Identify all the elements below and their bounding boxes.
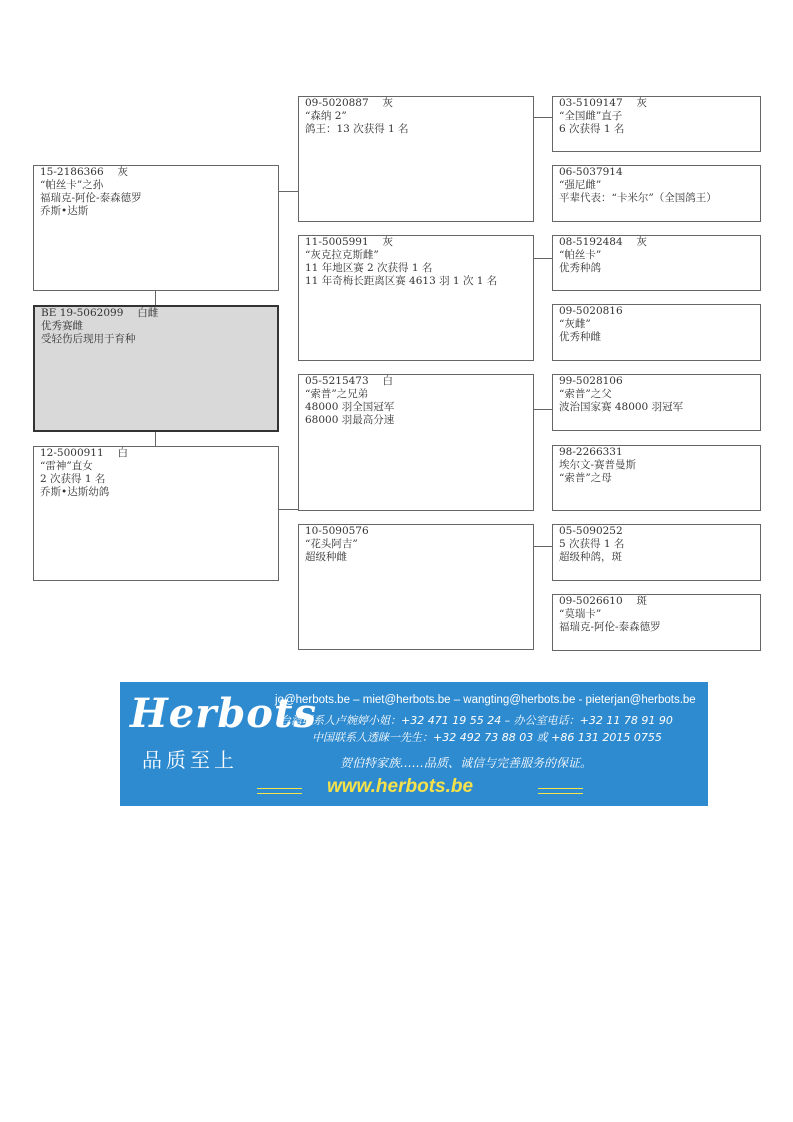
sd-line: “灰克拉克斯雌”: [305, 249, 379, 261]
pedigree-box-ss-dam: [552, 165, 761, 222]
dam-line: 乔斯•达斯幼鸽: [40, 486, 110, 498]
dd-line: “花头阿吉”: [305, 538, 358, 550]
banner-motto: 贺伯特家族……品质、诚信与完善服务的保证。: [340, 756, 593, 770]
pedigree-box-dd-dam: [552, 594, 761, 651]
sd-number: 11-5005991 灰: [305, 236, 394, 248]
herbots-banner: [120, 682, 708, 806]
sire-line: “帕丝卡”之孙: [40, 179, 104, 191]
sire-number: 15-2186366 灰: [40, 166, 129, 178]
g3-number: 08-5192484 灰: [559, 236, 648, 248]
ss-number: 09-5020887 灰: [305, 97, 394, 109]
subject-line: 受轻伤后现用于育种: [41, 333, 136, 345]
g3-number: 99-5028106: [559, 375, 623, 387]
pedigree-box-dd-sire: [552, 524, 761, 581]
pedigree-box-dam: [33, 446, 279, 581]
pedigree-box-sd-dam: [552, 304, 761, 361]
g3-line: 6 次获得 1 名: [559, 123, 625, 135]
pedigree-box-sire-dam: [298, 235, 534, 361]
g3-number: 09-5020816: [559, 305, 623, 317]
connector: [533, 409, 552, 410]
ds-line: 68000 羽最高分速: [305, 414, 395, 426]
pedigree-box-sire-sire: [298, 96, 534, 222]
g3-line: 福瑞克-阿伦-泰森德罗: [559, 621, 661, 633]
connector: [533, 258, 552, 259]
connector: [278, 191, 298, 192]
dam-number: 12-5000911 白: [40, 447, 129, 459]
g3-line: 5 次获得 1 名: [559, 538, 625, 550]
g3-number: 06-5037914: [559, 166, 623, 178]
g3-line: “帕丝卡”: [559, 249, 602, 261]
ds-number: 05-5215473 白: [305, 375, 394, 387]
g3-line: “强尼雌”: [559, 179, 602, 191]
sd-line: 11 年地区赛 2 次获得 1 名: [305, 262, 433, 274]
sire-line: 乔斯•达斯: [40, 205, 89, 217]
connector: [533, 117, 552, 118]
g3-line: “莫瑞卡”: [559, 608, 602, 620]
g3-line: “全国雌”直子: [559, 110, 623, 122]
ds-line: 48000 羽全国冠军: [305, 401, 395, 413]
g3-line: “索普”之母: [559, 472, 612, 484]
g3-line: 超级种鸽，斑: [559, 551, 622, 563]
banner-emails[interactable]: jo@herbots.be – miet@herbots.be – wangting@herbots.be - pieterjan@herbots.be: [275, 694, 696, 706]
banner-china-contact: 中国联系人透睐一先生：+32 492 73 88 03 或 +86 131 2015 0755: [312, 731, 662, 744]
g3-line: 埃尔文-赛普曼斯: [559, 459, 637, 471]
g3-number: 03-5109147 灰: [559, 97, 648, 109]
g3-number: 05-5090252: [559, 525, 623, 537]
banner-url-link[interactable]: www.herbots.be: [327, 776, 474, 797]
connector: [278, 509, 298, 510]
g3-line: “索普”之父: [559, 388, 612, 400]
connector: [155, 290, 156, 305]
connector: [533, 546, 552, 547]
g3-line: 优秀种鸽: [559, 262, 601, 274]
banner-rule-right: [538, 788, 583, 794]
pedigree-box-dam-sire: [298, 374, 534, 511]
sd-line: 11 年奇梅长距离区赛 4613 羽 1 次 1 名: [305, 275, 498, 287]
g3-line: 波治国家赛 48000 羽冠军: [559, 401, 684, 413]
dd-number: 10-5090576: [305, 525, 369, 537]
connector: [155, 432, 156, 446]
ds-line: “索普”之兄弟: [305, 388, 369, 400]
g3-line: 优秀种雌: [559, 331, 601, 343]
subject-line: 优秀赛雌: [41, 320, 83, 332]
ss-line: “森纳 2”: [305, 110, 347, 122]
pedigree-box-ss-sire: [552, 96, 761, 152]
g3-line: 平辈代表：“卡米尔”（全国鸽王）: [559, 192, 717, 204]
banner-taiwan-contact: 台湾联系人卢婉婷小姐：+32 471 19 55 24 – 办公室电话：+32 11 78 91 90: [280, 714, 673, 727]
dd-line: 超级种雌: [305, 551, 347, 563]
g3-number: 09-5026610 斑: [559, 595, 648, 607]
banner-slogan: 品质至上: [142, 748, 238, 772]
pedigree-box-subject: [33, 305, 279, 432]
subject-number: BE 19-5062099 白雌: [41, 307, 159, 319]
pedigree-box-ds-dam: [552, 445, 761, 511]
ss-line: 鸽王：13 次获得 1 名: [305, 123, 409, 135]
pedigree-box-sire: [33, 165, 279, 291]
herbots-logo: Herbots: [130, 690, 317, 737]
banner-rule-left: [257, 788, 302, 794]
pedigree-box-dam-dam: [298, 524, 534, 650]
dam-line: 2 次获得 1 名: [40, 473, 106, 485]
pedigree-box-ds-sire: [552, 374, 761, 431]
dam-line: “雷神”直女: [40, 460, 93, 472]
g3-number: 98-2266331: [559, 446, 623, 458]
g3-line: “灰雌”: [559, 318, 591, 330]
pedigree-box-sd-sire: [552, 235, 761, 291]
sire-line: 福瑞克-阿伦-泰森德罗: [40, 192, 142, 204]
